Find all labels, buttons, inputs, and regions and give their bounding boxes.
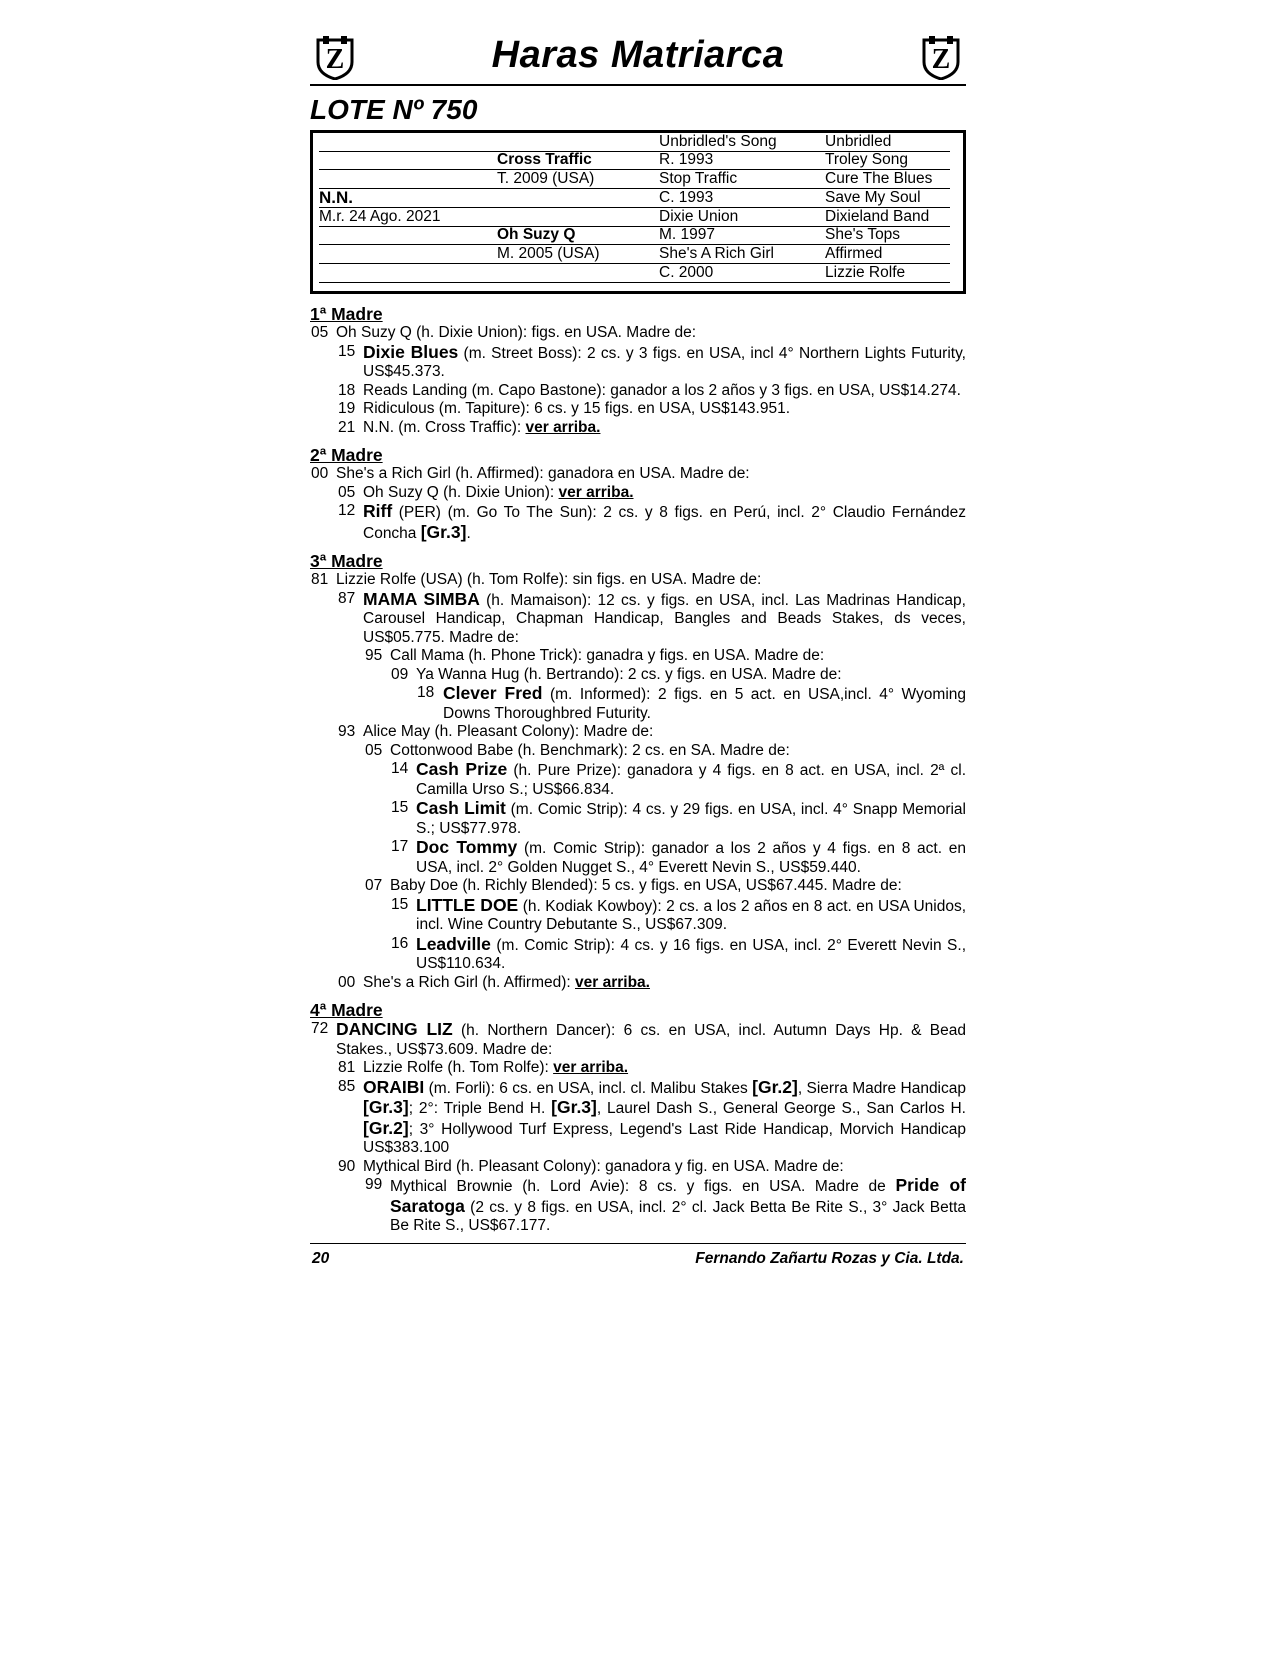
entry-text: Call Mama (h. Phone Trick): ganadra y figs. en USA. Madre de: (390, 647, 825, 664)
entry-text: (m. Comic Strip): 4 cs. y 16 figs. en USA, incl. 2° Everett Nevin S., US$110.634. (416, 936, 966, 972)
pedigree-line (497, 133, 659, 152)
entry-year: 18 (338, 381, 356, 399)
pedigree-great-grandparent: Troley Song (825, 151, 950, 170)
produce-entry (310, 799, 966, 838)
horse-name: Clever Fred (443, 683, 543, 703)
pedigree-grandparent: C. 2000 (659, 264, 825, 283)
pedigree-grandparent: R. 1993 (659, 151, 825, 170)
pedigree-great-grandparent: Cure The Blues (825, 170, 950, 189)
entry-text: , Sierra Madre Handicap (797, 1079, 966, 1097)
pedigree-great-grandparent: Lizzie Rolfe (825, 264, 950, 283)
entry-text: N.N. (m. Cross Traffic): (363, 418, 526, 436)
produce-entry (310, 343, 966, 382)
produce-entry (310, 502, 966, 543)
entry-text: (h. Northern Dancer): 6 cs. en USA, incl. Autumn Days Hp. & Bead Stakes., US$73.609. Madre de: (336, 1022, 966, 1058)
entry-text: Lizzie Rolfe (h. Tom Rolfe): (363, 1059, 554, 1076)
pedigree-great-grandparent: Save My Soul (825, 189, 950, 208)
entry-text: Mythical Brownie (h. Lord Avie): 8 cs. y figs. en USA. Madre de (390, 1178, 896, 1195)
produce-entry (310, 760, 966, 799)
pedigree-dam-info: M. 2005 (USA) (497, 245, 659, 264)
entry-text: , Laurel Dash S., General George S., San Carlos H. (596, 1100, 966, 1117)
pedigree-line (319, 151, 497, 170)
entry-year: 99 (365, 1176, 383, 1193)
see-above-link[interactable]: ver arriba. (525, 418, 601, 436)
grade-badge: [Gr.2] (752, 1076, 798, 1097)
entry-year: 21 (338, 418, 356, 436)
produce-entry (310, 484, 966, 503)
pedigree-great-grandparent: Dixieland Band (825, 208, 950, 227)
pedigree-line (497, 189, 659, 208)
entry-text: (m. Forli): 6 cs. en USA, incl. cl. Malibu Stakes (424, 1079, 753, 1097)
section-title-4: 4ª Madre (310, 1000, 383, 1020)
produce-entry (310, 1158, 966, 1177)
entry-text: (h. Mamaison): 12 cs. y figs. en USA, incl. Las Madrinas Handicap, Carousel Handicap, Chapman Handicap, Bangles and Beads Stakes, ds veces, US$05.775. Madre de: (363, 591, 966, 646)
produce-entry (310, 647, 966, 666)
horse-name: Doc Tommy (416, 837, 518, 857)
pedigree-grandparent: M. 1997 (659, 226, 825, 245)
see-above-link[interactable]: ver arriba. (553, 1059, 629, 1076)
catalog-page (310, 30, 966, 1236)
lot-title: LOTE Nº 750 (310, 94, 478, 125)
svg-text:Z: Z (325, 44, 345, 75)
entry-text: ; 3° Hollywood Turf Express, Legend's Last Ride Handicap, Morvich Handicap US$383.100 (363, 1120, 966, 1156)
entry-year: 90 (338, 1157, 356, 1175)
horse-name: Cash Prize (416, 759, 508, 779)
produce-entry (310, 742, 966, 761)
pedigree-grandparent: Stop Traffic (659, 170, 825, 189)
entry-year: 93 (338, 723, 356, 740)
company-name: Fernando Zañartu Rozas y Cia. Ltda. (695, 1250, 964, 1267)
entry-year: 09 (391, 665, 409, 683)
entry-year: 05 (338, 483, 356, 501)
produce-entry (310, 590, 966, 648)
horse-name: MAMA SIMBA (363, 588, 480, 609)
entry-text: (h. Pure Prize): ganadora y 4 figs. en 8 act. en USA, incl. 2ª cl. Camilla Urso S.; US$66.834. (416, 762, 966, 798)
produce-entry (310, 877, 966, 896)
pedigree-line (497, 208, 659, 227)
section-title-1: 1ª Madre (310, 304, 383, 324)
entry-text: Cottonwood Babe (h. Benchmark): 2 cs. en SA. Madre de: (390, 741, 790, 759)
pedigree-dam: Oh Suzy Q (497, 226, 659, 245)
page-footer (310, 1243, 966, 1274)
entry-year: 07 (365, 877, 383, 894)
entry-year: 05 (311, 324, 329, 341)
pedigree-grandparent: She's A Rich Girl (659, 245, 825, 264)
horse-name: Riff (363, 501, 393, 521)
entry-year: 81 (338, 1059, 356, 1076)
entry-year: 18 (417, 684, 435, 701)
entry-year: 00 (311, 465, 329, 482)
horse-name: LITTLE DOE (416, 894, 519, 915)
horse-name: ORAIBI (363, 1076, 425, 1097)
produce-entry (310, 1020, 966, 1059)
horse-name: Pride of Saratoga (390, 1175, 966, 1216)
entry-year: 00 (338, 973, 356, 991)
produce-entry (310, 1059, 966, 1078)
produce-entry (310, 400, 966, 419)
farm-title: Haras Matriarca (491, 34, 785, 76)
pedigree-grandparent: Dixie Union (659, 208, 825, 227)
produce-entry (310, 666, 966, 685)
pedigree-great-grandparent: Unbridled (825, 133, 950, 152)
entry-text: (2 cs. y 8 figs. en USA, incl. 2° cl. Jack Betta Be Rite S., 3° Jack Betta Be Rite S., US$67.177. (390, 1198, 966, 1234)
pedigree-grandparent: C. 1993 (659, 189, 825, 208)
entry-year: 15 (338, 342, 356, 360)
grade-badge: [Gr.3] (551, 1097, 597, 1117)
entry-year: 95 (365, 647, 383, 664)
produce-entry (310, 896, 966, 935)
see-above-link[interactable]: ver arriba. (558, 483, 634, 501)
produce-entry (310, 324, 966, 343)
pedigree-horse-name: N.N. (319, 189, 497, 208)
produce-entry (310, 838, 966, 877)
grade-badge: [Gr.2] (363, 1117, 409, 1138)
entry-text: Oh Suzy Q (h. Dixie Union): figs. en USA. Madre de: (336, 324, 697, 341)
entry-text: Reads Landing (m. Capo Bastone): ganador a los 2 años y 3 figs. en USA, US$14.274. (363, 381, 961, 399)
entry-year: 81 (311, 571, 329, 588)
produce-entry (310, 974, 966, 993)
entry-text: Ridiculous (m. Tapiture): 6 cs. y 15 figs. en USA, US$143.951. (363, 400, 791, 417)
grade-badge: [Gr.3] (420, 521, 467, 542)
produce-entry (310, 684, 966, 723)
entry-year: 19 (338, 400, 356, 417)
pedigree-line (319, 245, 497, 264)
page-number: 20 (312, 1250, 330, 1267)
section-title-3: 3ª Madre (310, 551, 383, 571)
pedigree-sire: Cross Traffic (497, 151, 659, 170)
entry-text: Oh Suzy Q (h. Dixie Union): (363, 483, 559, 501)
page-header (310, 30, 966, 86)
produce-entry (310, 723, 966, 742)
entry-text: . (466, 524, 471, 542)
entry-text: Ya Wanna Hug (h. Bertrando): 2 cs. y figs. en USA. Madre de: (416, 665, 842, 683)
horse-name: DANCING LIZ (336, 1019, 453, 1039)
entry-text: (m. Informed): 2 figs. en 5 act. en USA,incl. 4° Wyoming Downs Thoroughbred Futurity. (443, 686, 966, 722)
pedigree-birth: M.r. 24 Ago. 2021 (319, 208, 497, 227)
entry-year: 15 (391, 895, 409, 913)
pedigree-great-grandparent: Affirmed (825, 245, 950, 264)
pedigree-sire-info: T. 2009 (USA) (497, 170, 659, 189)
entry-text: Baby Doe (h. Richly Blended): 5 cs. y figs. en USA, US$67.445. Madre de: (390, 877, 902, 894)
entry-year: 15 (391, 799, 409, 816)
pedigree-great-grandparent: She's Tops (825, 226, 950, 245)
produce-entry (310, 935, 966, 974)
produce-entry (310, 1176, 966, 1236)
horse-name: Dixie Blues (363, 341, 459, 362)
produce-entry (310, 465, 966, 484)
pedigree-line (319, 170, 497, 189)
svg-text:Z: Z (931, 44, 951, 75)
section-title-2: 2ª Madre (310, 445, 383, 465)
pedigree-line (319, 264, 497, 283)
entry-text: ; 2°: Triple Bend H. (408, 1100, 552, 1117)
pedigree-table (310, 130, 966, 294)
produce-entry (310, 382, 966, 401)
entry-year: 14 (391, 760, 409, 777)
entry-text: (m. Comic Strip): ganador a los 2 años y 4 figs. en 8 act. en USA, incl. 2° Golden Nugget S., 4° Everett Nevin S., US$59.440. (416, 840, 966, 876)
produce-entry (310, 571, 966, 590)
see-above-link[interactable]: ver arriba. (575, 973, 650, 991)
entry-text: She's a Rich Girl (h. Affirmed): (363, 973, 575, 991)
entry-year: 85 (338, 1077, 356, 1095)
pedigree-line (497, 264, 659, 283)
pedigree-line (319, 226, 497, 245)
entry-text: (PER) (m. Go To The Sun): 2 cs. y 8 figs. en Perú, incl. 2° Claudio Fernández Concha (363, 504, 966, 542)
pedigree-grandparent: Unbridled's Song (659, 133, 825, 152)
grade-badge: [Gr.3] (363, 1097, 409, 1117)
entry-year: 12 (338, 502, 356, 519)
entry-year: 16 (391, 934, 409, 952)
haras-logo-icon (920, 34, 962, 80)
produce-entry (310, 419, 966, 438)
entry-text: (m. Comic Strip): 4 cs. y 29 figs. en USA, incl. 4° Snapp Memorial S.; US$77.978. (416, 801, 966, 837)
entry-text: (m. Street Boss): 2 cs. y 3 figs. en USA, incl 4° Northern Lights Futurity, US$45.373. (363, 344, 966, 380)
produce-entry (310, 1078, 966, 1158)
horse-name: Leadville (416, 933, 491, 954)
horse-name: Cash Limit (416, 798, 506, 818)
entry-year: 05 (365, 741, 383, 759)
entry-year: 87 (338, 589, 356, 607)
entry-text: Mythical Bird (h. Pleasant Colony): ganadora y fig. en USA. Madre de: (363, 1157, 844, 1175)
entry-text: Alice May (h. Pleasant Colony): Madre de: (363, 723, 654, 740)
entry-text: (h. Kodiak Kowboy): 2 cs. a los 2 años en 8 act. en USA Unidos, incl. Wine Country Debutante S., US$67.309. (416, 897, 966, 933)
pedigree-line (319, 133, 497, 152)
entry-year: 72 (311, 1020, 329, 1037)
entry-year: 17 (391, 838, 409, 855)
entry-text: She's a Rich Girl (h. Affirmed): ganadora en USA. Madre de: (336, 465, 750, 482)
entry-text: Lizzie Rolfe (USA) (h. Tom Rolfe): sin figs. en USA. Madre de: (336, 571, 762, 588)
